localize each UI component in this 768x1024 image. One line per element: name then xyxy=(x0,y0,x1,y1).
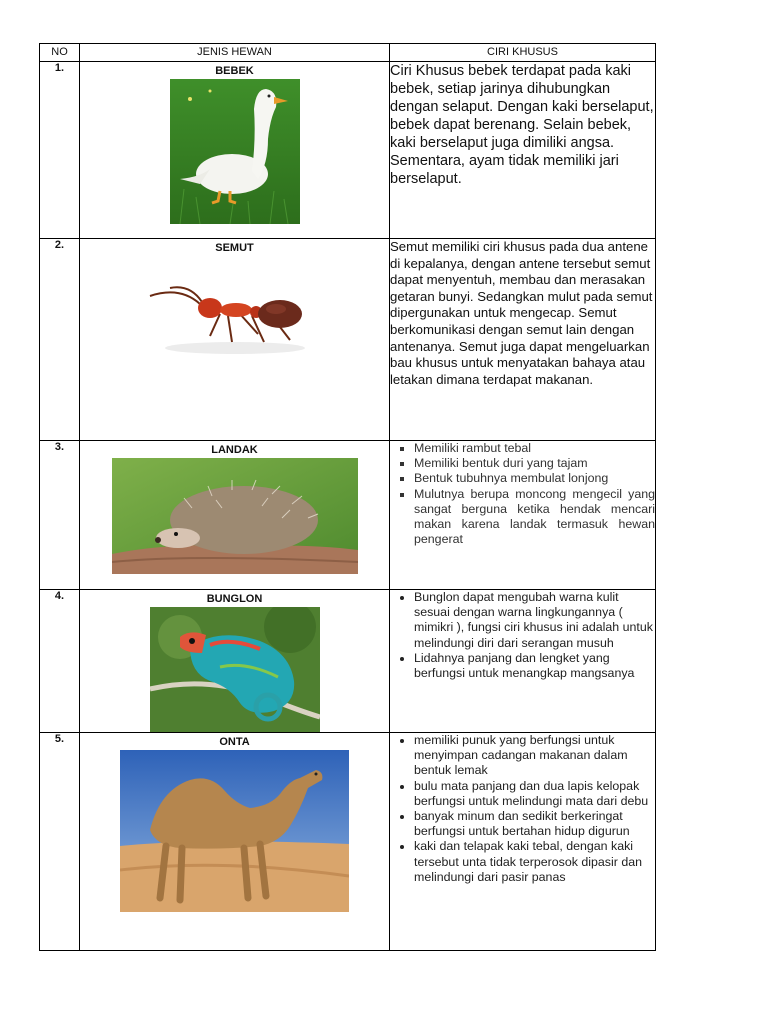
traits-list xyxy=(390,441,655,547)
table-row xyxy=(40,441,656,590)
header-special-traits: CIRI KHUSUS xyxy=(390,44,656,62)
animal-name: SEMUT xyxy=(215,242,254,254)
row-number: 5. xyxy=(40,733,80,951)
table-row xyxy=(40,239,656,441)
traits-cell xyxy=(390,590,656,733)
list-item: • Bunglon dapat mengubah warna kulit sesuai dengan warna lingkungannya ( mimikri ), fungsi ciri khusus ini adalah untuk melindungi diri dari serangan musuh xyxy=(414,590,655,651)
row-number: 3. xyxy=(40,441,80,590)
traits-cell xyxy=(390,441,656,590)
animal-cell xyxy=(80,590,390,733)
list-item: ▪ Memiliki bentuk duri yang tajam xyxy=(414,456,655,471)
table-row xyxy=(40,590,656,733)
list-item: • banyak minum dan sedikit berkeringat berfungsi untuk bertahan hidup digurun xyxy=(414,809,655,839)
traits-paragraph: Semut memiliki ciri khusus pada dua antene di kepalanya, dengan antene tersebut semut dapat menyentuh, membau dan merasakan getaran bunyi. Sedangkan mulut pada semut dipergunakan untuk mengecap. Semut berkomunikasi dengan semut lain dengan antenanya. Semut juga dapat mengeluarkan bau khusus untuk menyatakan bahaya atau letakan dimana terdapat makanan. xyxy=(390,239,653,387)
table-row xyxy=(40,62,656,239)
list-item: ▪ Memiliki rambut tebal xyxy=(414,441,655,456)
row-number: 1. xyxy=(40,62,80,239)
list-item: • Lidahnya panjang dan lengket yang berfungsi untuk menangkap mangsanya xyxy=(414,651,655,681)
animal-name: BUNGLON xyxy=(206,593,263,605)
header-animal-type: JENIS HEWAN xyxy=(80,44,390,62)
list-item: • memiliki punuk yang berfungsi untuk menyimpan cadangan makanan dalam bentuk lemak xyxy=(414,733,655,779)
animal-cell xyxy=(80,441,390,590)
animal-cell xyxy=(80,239,390,441)
table-header-row xyxy=(40,44,656,62)
animal-name: BEBEK xyxy=(215,65,254,77)
traits-cell xyxy=(390,62,656,239)
animal-name: ONTA xyxy=(219,736,250,748)
camel-photo xyxy=(120,750,349,912)
list-item: • kaki dan telapak kaki tebal, dengan kaki tersebut unta tidak terperosok dipasir dan melindungi dari pasir panas xyxy=(414,839,655,885)
row-number: 4. xyxy=(40,590,80,733)
traits-list xyxy=(390,590,655,681)
animal-traits-table xyxy=(39,43,656,951)
row-number: 2. xyxy=(40,239,80,441)
animal-name: LANDAK xyxy=(211,444,258,456)
header-no: NO xyxy=(40,44,80,62)
chameleon-photo xyxy=(150,607,320,732)
traits-list xyxy=(390,733,655,885)
animal-cell xyxy=(80,62,390,239)
hedgehog-photo xyxy=(112,458,358,574)
traits-cell xyxy=(390,239,656,441)
table-row xyxy=(40,733,656,951)
duck-photo xyxy=(170,79,300,224)
animal-cell xyxy=(80,733,390,951)
ant-photo xyxy=(140,256,330,366)
list-item: ▪ Mulutnya berupa moncong mengecil yang sangat berguna ketika hendak mencari makan karena landak termasuk hewan pengerat xyxy=(414,487,655,548)
list-item: • bulu mata panjang dan dua lapis kelopak berfungsi untuk melindungi mata dari debu xyxy=(414,779,655,809)
traits-cell xyxy=(390,733,656,951)
list-item: ▪ Bentuk tubuhnya membulat lonjong xyxy=(414,471,655,486)
traits-paragraph: Ciri Khusus bebek terdapat pada kaki bebek, setiap jarinya dihubungkan dengan selaput. Dengan kaki berselaput, bebek dapat berenang. Selain bebek, kaki berselaput juga dimiliki angsa. Sementara, ayam tidak memiliki jari berselaput. xyxy=(390,63,654,187)
